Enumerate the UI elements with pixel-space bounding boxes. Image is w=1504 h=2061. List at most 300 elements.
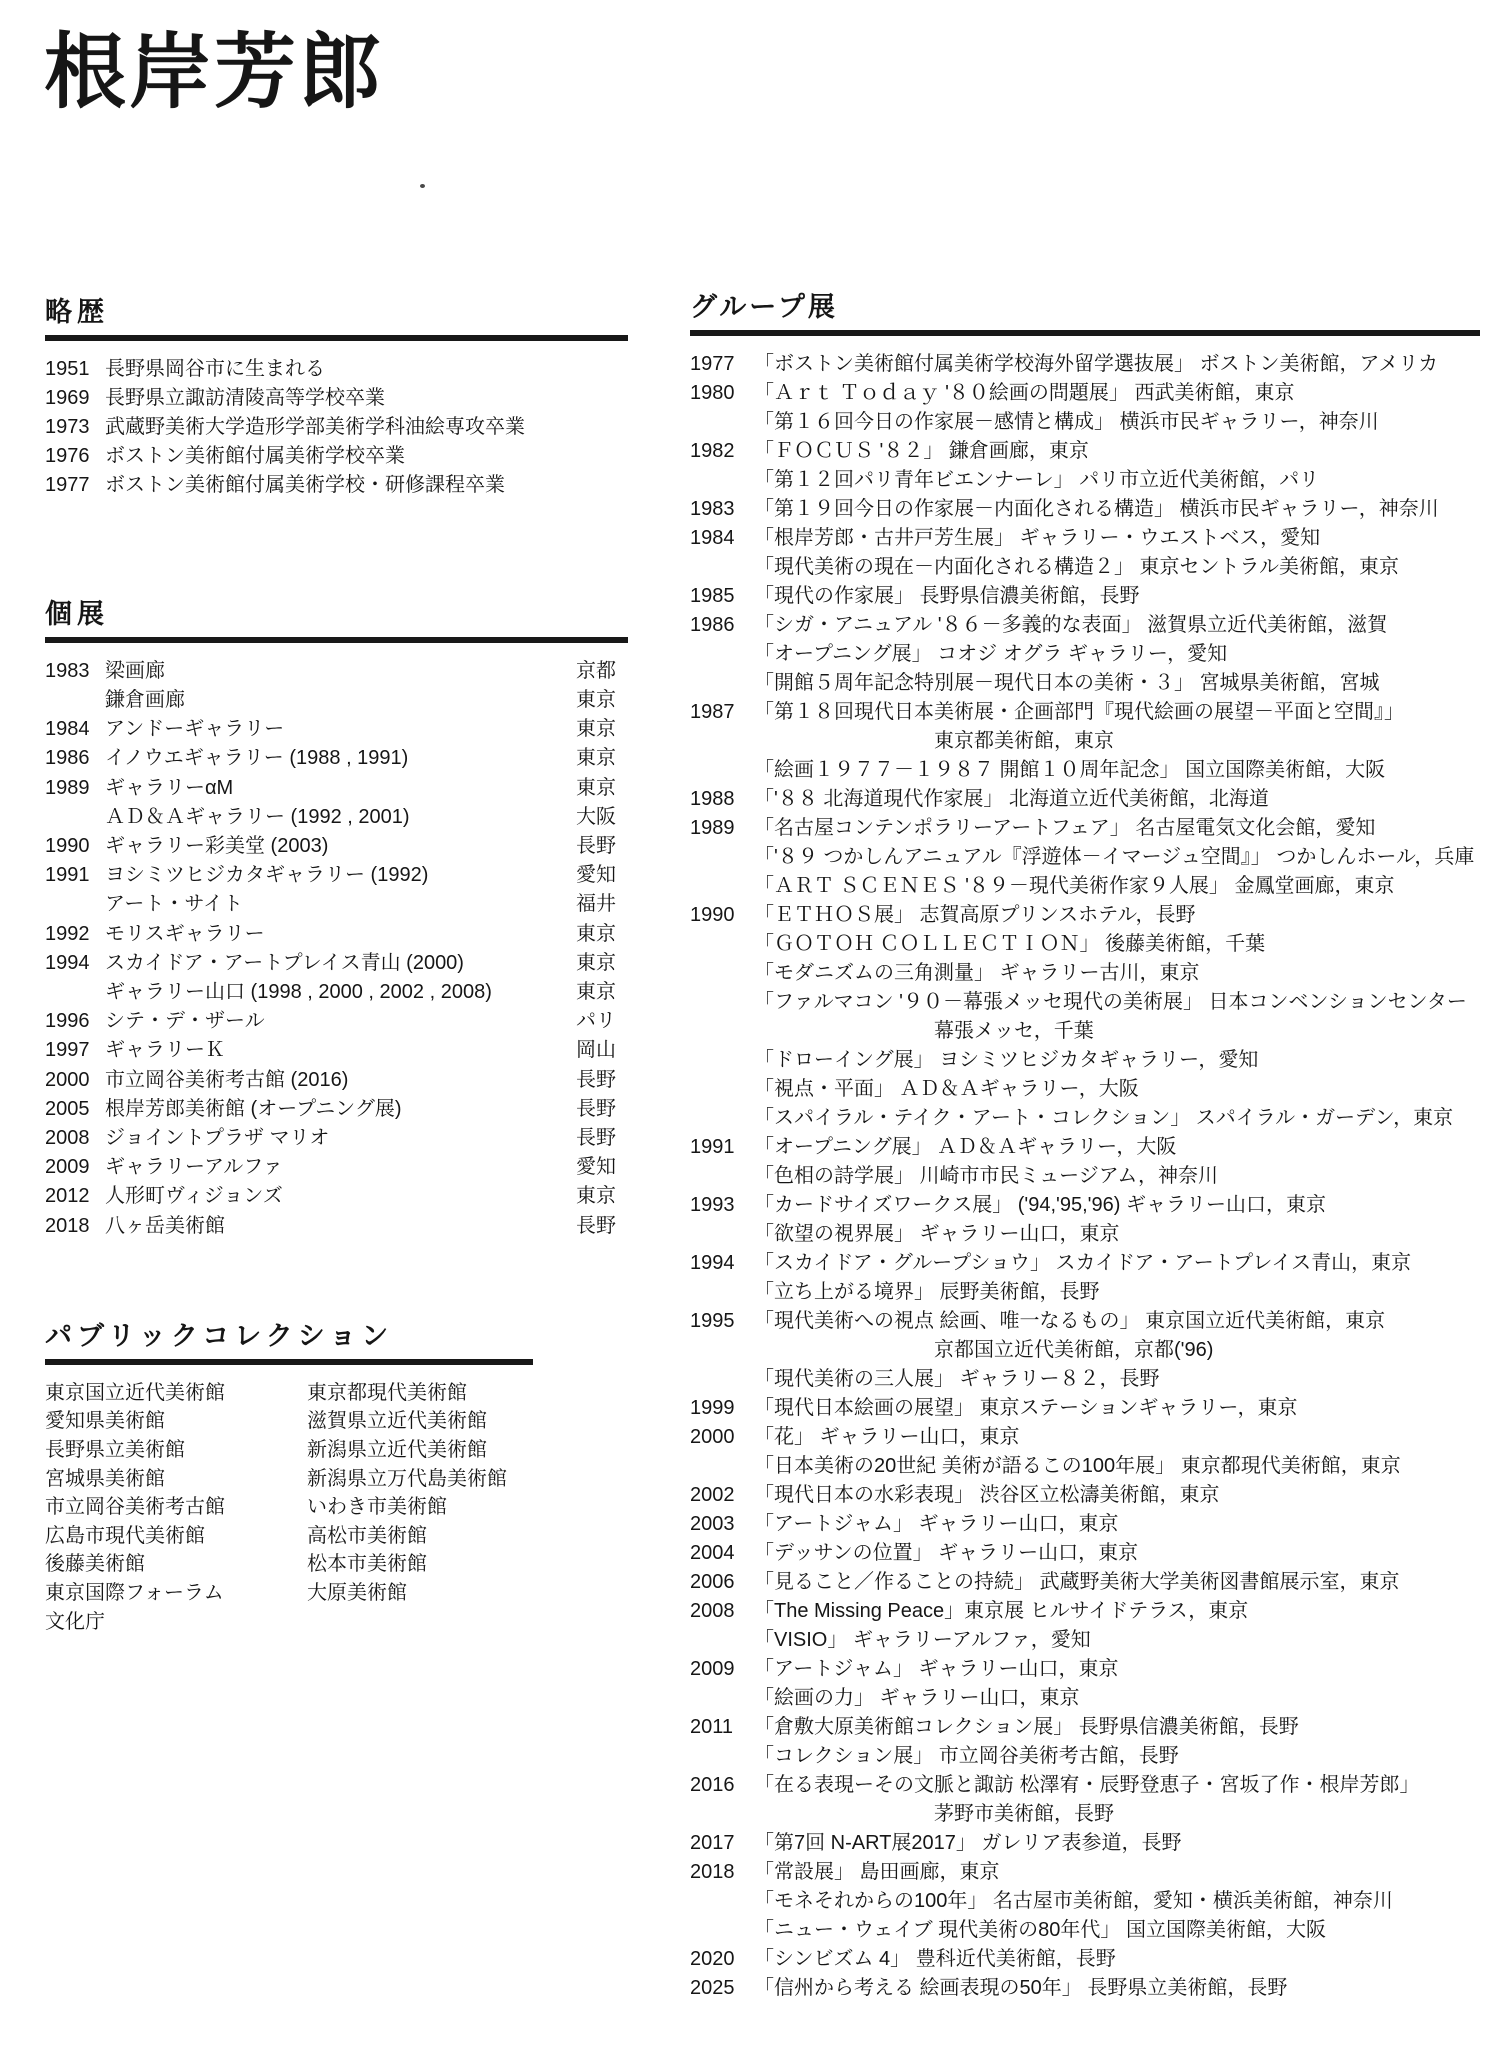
group-year-label xyxy=(690,1626,754,1655)
group-year-label xyxy=(690,1742,754,1771)
biography-entry-text: ボストン美術館付属美術学校卒業 xyxy=(105,444,405,467)
group-entry-text: 「コレクション展」 市立岡谷美術考古館，長野 xyxy=(754,1744,1179,1767)
solo-exhibition-row xyxy=(45,861,628,890)
group-year-label: 1994 xyxy=(690,1251,735,1274)
solo-exhibitions-list xyxy=(45,657,628,1241)
group-entry-text: 「オープニング展」 ＡＤ＆Ａギャラリー，大阪 xyxy=(754,1135,1177,1158)
solo-place-label: 長野 xyxy=(576,1214,616,1237)
group-year-label: 2006 xyxy=(690,1570,735,1593)
public-collection-left: 長野県立美術館 xyxy=(45,1438,185,1461)
group-exhibition-row xyxy=(690,582,1480,611)
group-entry-text: 「倉敷大原美術館コレクション展」 長野県信濃美術館，長野 xyxy=(754,1715,1299,1738)
group-entry-text: 幕張メッセ，千葉 xyxy=(934,1019,1094,1042)
group-entry-text: 「現代美術への視点 絵画、唯一なるもの」 東京国立近代美術館，東京 xyxy=(754,1309,1386,1332)
solo-venue-text: 人形町ヴィジョンズ xyxy=(105,1185,283,1208)
group-exhibitions-list xyxy=(690,350,1480,2003)
group-entry-text: 「シンビズム 4」 豊科近代美術館，長野 xyxy=(754,1947,1116,1970)
solo-exhibition-row xyxy=(45,890,628,919)
section-biography xyxy=(45,296,628,500)
group-entry-text: 「第１９回今日の作家展－内面化される構造」 横浜市民ギャラリー，神奈川 xyxy=(754,497,1439,520)
group-entry-text: 「現代日本絵画の展望」 東京ステーションギャラリー，東京 xyxy=(754,1396,1298,1419)
group-exhibition-row xyxy=(690,872,1480,901)
group-year-label xyxy=(690,1336,754,1365)
public-collection-left: 愛知県美術館 xyxy=(45,1410,165,1433)
group-year-label: 1993 xyxy=(690,1193,735,1216)
public-collection-row xyxy=(45,1608,533,1637)
public-collection-left: 宮城県美術館 xyxy=(45,1467,165,1490)
solo-place-label: 東京 xyxy=(576,747,616,770)
group-entry-text: 「常設展」 島田画廊，東京 xyxy=(754,1860,1000,1883)
group-year-label xyxy=(690,640,754,669)
solo-venue-text: ギャラリー山口 (1998 , 2000 , 2002 , 2008) xyxy=(105,980,492,1003)
solo-exhibition-row xyxy=(45,1212,628,1241)
group-entry-text: 「ボストン美術館付属美術学校海外留学選抜展」 ボストン美術館，アメリカ xyxy=(754,352,1439,375)
group-year-label xyxy=(690,1684,754,1713)
group-exhibition-row xyxy=(690,437,1480,466)
public-collection-left: 東京国際フォーラム xyxy=(45,1581,224,1604)
group-year-label: 1980 xyxy=(690,381,735,404)
group-entry-text: 「VISIO」 ギャラリーアルファ，愛知 xyxy=(754,1628,1091,1651)
solo-venue-text: スカイドア・アートプレイス青山 (2000) xyxy=(105,951,464,974)
group-year-label: 2011 xyxy=(690,1715,734,1738)
group-year-label xyxy=(690,1046,754,1075)
group-year-label: 2025 xyxy=(690,1976,735,1999)
biography-entry-text: 武蔵野美術大学造形学部美術学科油絵専攻卒業 xyxy=(105,415,525,438)
solo-year-label: 1997 xyxy=(45,1039,90,1062)
group-exhibition-row xyxy=(690,1075,1480,1104)
solo-place-label: 東京 xyxy=(576,1185,616,1208)
group-year-label xyxy=(690,1278,754,1307)
group-year-label: 2004 xyxy=(690,1541,735,1564)
public-collection-right: 新潟県立近代美術館 xyxy=(307,1438,487,1461)
group-exhibition-row xyxy=(690,669,1480,698)
group-entry-text: 「日本美術の20世紀 美術が語るこの100年展」 東京都現代美術館，東京 xyxy=(754,1454,1401,1477)
biography-entry-text: 長野県立諏訪清陵高等学校卒業 xyxy=(105,386,385,409)
biography-year-label: 1976 xyxy=(45,444,90,467)
group-entry-text: 茅野市美術館，長野 xyxy=(934,1802,1114,1825)
group-entry-text: 「ＦＯＣＵＳ '８２」 鎌倉画廊，東京 xyxy=(754,439,1089,462)
group-entry-text: 「The Missing Peace」東京展 ヒルサイドテラス，東京 xyxy=(754,1599,1249,1622)
biography-row xyxy=(45,413,628,442)
solo-venue-text: モリスギャラリー xyxy=(105,922,265,945)
solo-place-label: 大阪 xyxy=(576,805,616,828)
public-collection-right: 新潟県立万代島美術館 xyxy=(307,1467,507,1490)
group-entry-text: 「現代美術の三人展」 ギャラリー８２，長野 xyxy=(754,1367,1160,1390)
group-exhibition-row xyxy=(690,1249,1480,1278)
solo-exhibition-row xyxy=(45,1124,628,1153)
group-year-label: 1985 xyxy=(690,584,735,607)
group-entry-text: 「花」 ギャラリー山口，東京 xyxy=(754,1425,1020,1448)
solo-year-label xyxy=(45,803,105,832)
group-year-label: 2009 xyxy=(690,1657,735,1680)
group-exhibition-row xyxy=(690,1887,1480,1916)
solo-year-label: 1989 xyxy=(45,776,90,799)
public-collection-right: 東京都現代美術館 xyxy=(307,1381,467,1404)
solo-place-label: 東京 xyxy=(576,951,616,974)
solo-exhibition-row xyxy=(45,657,628,686)
group-exhibition-row xyxy=(690,1568,1480,1597)
solo-exhibition-row xyxy=(45,1182,628,1211)
group-exhibition-row xyxy=(690,1307,1480,1336)
group-year-label xyxy=(690,553,754,582)
group-entry-text: 「ファルマコン '９０－幕張メッセ現代の美術展」 日本コンベンションセンター xyxy=(754,990,1467,1013)
solo-venue-text: ジョイントプラザ マリオ xyxy=(105,1127,330,1149)
group-exhibition-row xyxy=(690,1423,1480,1452)
group-year-label: 1983 xyxy=(690,497,735,520)
solo-place-label: 長野 xyxy=(576,1097,616,1120)
public-collection-right: いわき市美術館 xyxy=(307,1496,447,1519)
group-entry-text: 京都国立近代美術館，京都('96) xyxy=(934,1338,1214,1361)
solo-year-label: 2012 xyxy=(45,1185,90,1208)
solo-exhibition-row xyxy=(45,744,628,773)
solo-year-label xyxy=(45,890,105,919)
biography-heading: 略歴 xyxy=(45,296,628,341)
public-collection-row xyxy=(45,1407,533,1436)
group-exhibition-row xyxy=(690,1046,1480,1075)
solo-year-label: 1983 xyxy=(45,659,90,682)
group-exhibition-row xyxy=(690,756,1480,785)
group-exhibition-row xyxy=(690,785,1480,814)
public-collection-row xyxy=(45,1493,533,1522)
group-entry-text: 「根岸芳郎・古井戸芳生展」 ギャラリー・ウエストベス，愛知 xyxy=(754,526,1321,549)
group-entry-text: 「在る表現ーその文脈と諏訪 松澤宥・辰野登恵子・宮坂了作・根岸芳郎」 xyxy=(754,1773,1420,1796)
solo-venue-text: 梁画廊 xyxy=(105,659,165,682)
group-year-label: 2002 xyxy=(690,1483,735,1506)
group-exhibitions-heading: グループ展 xyxy=(690,291,1480,336)
group-year-label: 1977 xyxy=(690,352,735,375)
solo-place-label: 東京 xyxy=(576,776,616,799)
solo-year-label: 1994 xyxy=(45,951,90,974)
group-entry-text: 「カードサイズワークス展」 ('94,'95,'96) ギャラリー山口，東京 xyxy=(754,1193,1326,1216)
group-entry-text: 「絵画１９７７－１９８７ 開館１０周年記念」 国立国際美術館，大阪 xyxy=(754,758,1386,781)
group-exhibition-row xyxy=(690,1220,1480,1249)
group-exhibition-row xyxy=(690,1800,1480,1829)
group-entry-text: 「絵画の力」 ギャラリー山口，東京 xyxy=(754,1686,1080,1709)
solo-exhibition-row xyxy=(45,1036,628,1065)
section-public-collections xyxy=(45,1320,533,1636)
solo-exhibitions-heading: 個展 xyxy=(45,598,628,643)
solo-venue-text: 市立岡谷美術考古館 (2016) xyxy=(105,1068,349,1091)
solo-exhibition-row xyxy=(45,803,628,832)
group-entry-text: 「名古屋コンテンポラリーアートフェア」 名古屋電気文化会館，愛知 xyxy=(754,816,1376,839)
public-collection-left: 東京国立近代美術館 xyxy=(45,1381,225,1404)
public-collection-left: 広島市現代美術館 xyxy=(45,1524,205,1547)
group-entry-text: 「ＥＴＨＯＳ展」 志賀高原プリンスホテル，長野 xyxy=(754,903,1196,926)
group-entry-text: 「ドローイング展」 ヨシミツヒジカタギャラリー，愛知 xyxy=(754,1048,1259,1071)
solo-exhibition-row xyxy=(45,1153,628,1182)
solo-venue-text: ギャラリーＫ xyxy=(105,1039,225,1062)
group-exhibition-row xyxy=(690,1713,1480,1742)
solo-venue-text: イノウエギャラリー (1988 , 1991) xyxy=(105,747,409,770)
group-exhibition-row xyxy=(690,1017,1480,1046)
group-year-label: 2003 xyxy=(690,1512,735,1535)
solo-place-label: 京都 xyxy=(576,659,616,682)
biography-entry-text: 長野県岡谷市に生まれる xyxy=(105,357,325,380)
solo-venue-text: シテ・デ・ザール xyxy=(105,1010,265,1033)
group-entry-text: 「ＡＲＴ ＳＣＥＮＥＳ '８９－現代美術作家９人展」 金鳳堂画廊，東京 xyxy=(754,874,1395,897)
group-exhibition-row xyxy=(690,959,1480,988)
group-exhibition-row xyxy=(690,930,1480,959)
solo-exhibition-row xyxy=(45,920,628,949)
solo-year-label xyxy=(45,686,105,715)
public-collection-row xyxy=(45,1465,533,1494)
group-entry-text: 「'８９ つかしんアニュアル『浮遊体－イマージュ空間』」 つかしんホール，兵庫 xyxy=(754,845,1475,868)
public-collection-right: 松本市美術館 xyxy=(307,1553,427,1576)
group-exhibition-row xyxy=(690,1162,1480,1191)
public-collection-row xyxy=(45,1579,533,1608)
solo-year-label: 2018 xyxy=(45,1214,90,1237)
public-collection-right: 滋賀県立近代美術館 xyxy=(307,1410,487,1433)
solo-venue-text: ギャラリーアルファ xyxy=(105,1156,283,1179)
solo-place-label: パリ xyxy=(576,1010,616,1033)
group-exhibition-row xyxy=(690,1597,1480,1626)
group-year-label xyxy=(690,1916,754,1945)
group-exhibition-row xyxy=(690,1394,1480,1423)
solo-exhibition-row xyxy=(45,715,628,744)
group-entry-text: 「信州から考える 絵画表現の50年」 長野県立美術館，長野 xyxy=(754,1976,1288,1999)
public-collection-right: 高松市美術館 xyxy=(307,1524,427,1547)
public-collection-row xyxy=(45,1550,533,1579)
group-entry-text: 「モダニズムの三角測量」 ギャラリー古川，東京 xyxy=(754,961,1200,984)
solo-year-label: 1986 xyxy=(45,747,90,770)
group-year-label xyxy=(690,1452,754,1481)
group-year-label: 2017 xyxy=(690,1831,735,1854)
biography-row xyxy=(45,355,628,384)
solo-year-label: 1984 xyxy=(45,718,90,741)
solo-venue-text: ギャラリー彩美堂 (2003) xyxy=(105,834,329,857)
group-entry-text: 「アートジャム」 ギャラリー山口，東京 xyxy=(754,1657,1119,1680)
public-collection-row xyxy=(45,1436,533,1465)
solo-venue-text: ＡＤ＆Ａギャラリー (1992 , 2001) xyxy=(105,805,410,828)
group-year-label xyxy=(690,843,754,872)
group-entry-text: 「ＧＯＴＯＨ ＣＯＬＬＥＣＴＩＯＮ」 後藤美術館，千葉 xyxy=(754,932,1266,955)
solo-year-label: 1991 xyxy=(45,864,90,887)
group-year-label xyxy=(690,756,754,785)
biography-year-label: 1977 xyxy=(45,473,90,496)
group-entry-text: 「欲望の視界展」 ギャラリー山口，東京 xyxy=(754,1222,1120,1245)
public-collection-left: 後藤美術館 xyxy=(45,1553,145,1576)
solo-year-label: 2008 xyxy=(45,1127,90,1149)
group-year-label: 2008 xyxy=(690,1599,735,1622)
group-exhibition-row xyxy=(690,1626,1480,1655)
group-year-label xyxy=(690,959,754,988)
group-entry-text: 「モネそれからの100年」 名古屋市美術館，愛知・横浜美術館，神奈川 xyxy=(754,1889,1393,1912)
public-collections-heading: パブリックコレクション xyxy=(45,1320,533,1365)
group-exhibition-row xyxy=(690,901,1480,930)
group-exhibition-row xyxy=(690,1655,1480,1684)
solo-exhibition-row xyxy=(45,774,628,803)
group-exhibition-row xyxy=(690,495,1480,524)
group-year-label: 1999 xyxy=(690,1396,735,1419)
group-exhibition-row xyxy=(690,1510,1480,1539)
group-year-label: 2000 xyxy=(690,1425,735,1448)
group-year-label: 1987 xyxy=(690,700,735,723)
group-exhibition-row xyxy=(690,1858,1480,1887)
solo-exhibition-row xyxy=(45,949,628,978)
group-year-label xyxy=(690,727,754,756)
solo-year-label: 2009 xyxy=(45,1156,90,1179)
solo-year-label: 1996 xyxy=(45,1010,90,1033)
solo-place-label: 長野 xyxy=(576,834,616,857)
group-year-label xyxy=(690,872,754,901)
group-exhibition-row xyxy=(690,698,1480,727)
group-entry-text: 「現代美術の現在－内面化される構造２」 東京セントラル美術館，東京 xyxy=(754,555,1399,578)
solo-venue-text: 根岸芳郎美術館 (オープニング展) xyxy=(105,1097,402,1120)
group-exhibition-row xyxy=(690,1742,1480,1771)
group-entry-text: 「Ａｒｔ Ｔｏｄａｙ '８０絵画の問題展」 西武美術館，東京 xyxy=(754,381,1295,404)
group-exhibition-row xyxy=(690,1829,1480,1858)
group-year-label xyxy=(690,408,754,437)
group-exhibition-row xyxy=(690,843,1480,872)
group-year-label xyxy=(690,988,754,1017)
solo-venue-text: ヨシミツヒジカタギャラリー (1992) xyxy=(105,864,429,887)
group-entry-text: 「見ること／作ることの持続」 武蔵野美術大学美術図書館展示室，東京 xyxy=(754,1570,1400,1593)
public-collection-left: 文化庁 xyxy=(45,1610,105,1633)
biography-year-label: 1951 xyxy=(45,357,90,380)
public-collection-row xyxy=(45,1379,533,1408)
biography-year-label: 1973 xyxy=(45,415,90,438)
solo-venue-text: アンドーギャラリー xyxy=(105,718,285,741)
group-exhibition-row xyxy=(690,1104,1480,1133)
public-collection-left: 市立岡谷美術考古館 xyxy=(45,1496,225,1519)
public-collections-list xyxy=(45,1379,533,1636)
group-exhibition-row xyxy=(690,553,1480,582)
group-exhibition-row xyxy=(690,611,1480,640)
solo-place-label: 福井 xyxy=(576,893,616,916)
group-year-label: 1995 xyxy=(690,1309,735,1332)
group-entry-text: 「第１２回パリ青年ビエンナーレ」 パリ市立近代美術館，パリ xyxy=(754,468,1320,491)
group-entry-text: 「視点・平面」 ＡＤ＆Ａギャラリー，大阪 xyxy=(754,1077,1139,1100)
group-year-label xyxy=(690,1800,754,1829)
group-year-label: 2020 xyxy=(690,1947,735,1970)
group-entry-text: 「現代の作家展」 長野県信濃美術館，長野 xyxy=(754,584,1140,607)
group-exhibition-row xyxy=(690,1916,1480,1945)
solo-place-label: 愛知 xyxy=(576,1156,616,1179)
group-entry-text: 「第7回 N-ART展2017」 ガレリア表参道，長野 xyxy=(754,1831,1182,1854)
group-entry-text: 「シガ・アニュアル '８６－多義的な表面」 滋賀県立近代美術館，滋賀 xyxy=(754,613,1388,636)
group-entry-text: 「スカイドア・グループショウ」 スカイドア・アートプレイス青山，東京 xyxy=(754,1251,1412,1274)
group-year-label xyxy=(690,1220,754,1249)
group-year-label: 1986 xyxy=(690,613,735,636)
solo-place-label: 岡山 xyxy=(576,1039,616,1062)
solo-venue-text: ギャラリーαM xyxy=(105,776,234,799)
group-exhibition-row xyxy=(690,1684,1480,1713)
group-exhibition-row xyxy=(690,524,1480,553)
group-exhibition-row xyxy=(690,1771,1480,1800)
group-year-label xyxy=(690,466,754,495)
group-year-label xyxy=(690,669,754,698)
group-entry-text: 「立ち上がる境界」 辰野美術館，長野 xyxy=(754,1280,1100,1303)
group-entry-text: 「'８８ 北海道現代作家展」 北海道立近代美術館，北海道 xyxy=(754,787,1269,810)
section-group-exhibitions xyxy=(690,291,1480,2003)
solo-exhibition-row xyxy=(45,832,628,861)
group-entry-text: 「第１６回今日の作家展－感情と構成」 横浜市民ギャラリー，神奈川 xyxy=(754,410,1379,433)
solo-exhibition-row xyxy=(45,978,628,1007)
group-exhibition-row xyxy=(690,727,1480,756)
solo-year-label: 2000 xyxy=(45,1068,90,1091)
biography-entry-text: ボストン美術館付属美術学校・研修課程卒業 xyxy=(105,473,505,496)
solo-place-label: 東京 xyxy=(576,980,616,1003)
group-exhibition-row xyxy=(690,1336,1480,1365)
biography-row xyxy=(45,442,628,471)
solo-year-label xyxy=(45,978,105,1007)
group-entry-text: 「オープニング展」 コオジ オグラ ギャラリー，愛知 xyxy=(754,642,1228,665)
group-year-label: 2016 xyxy=(690,1773,735,1796)
solo-exhibition-row xyxy=(45,1095,628,1124)
group-exhibition-row xyxy=(690,1278,1480,1307)
group-exhibition-row xyxy=(690,1481,1480,1510)
group-entry-text: 「開館５周年記念特別展－現代日本の美術・３」 宮城県美術館，宮城 xyxy=(754,671,1380,694)
group-entry-text: 「アートジャム」 ギャラリー山口，東京 xyxy=(754,1512,1119,1535)
biography-row xyxy=(45,471,628,500)
group-year-label: 1991 xyxy=(690,1135,735,1158)
solo-place-label: 東京 xyxy=(576,688,616,711)
solo-place-label: 長野 xyxy=(576,1068,616,1091)
solo-venue-text: アート・サイト xyxy=(105,893,243,916)
solo-year-label: 1990 xyxy=(45,834,90,857)
group-exhibition-row xyxy=(690,1133,1480,1162)
group-year-label xyxy=(690,1075,754,1104)
group-exhibition-row xyxy=(690,379,1480,408)
group-year-label: 1988 xyxy=(690,787,735,810)
biography-list xyxy=(45,355,628,500)
solo-venue-text: 八ヶ岳美術館 xyxy=(105,1214,225,1237)
group-entry-text: 「ニュー・ウェイブ 現代美術の80年代」 国立国際美術館，大阪 xyxy=(754,1918,1326,1941)
group-year-label xyxy=(690,1104,754,1133)
solo-year-label: 1992 xyxy=(45,922,90,945)
group-year-label xyxy=(690,930,754,959)
group-exhibition-row xyxy=(690,640,1480,669)
group-year-label xyxy=(690,1365,754,1394)
solo-place-label: 長野 xyxy=(576,1127,616,1149)
biography-row xyxy=(45,384,628,413)
group-exhibition-row xyxy=(690,1539,1480,1568)
solo-year-label: 2005 xyxy=(45,1097,90,1120)
group-year-label: 1989 xyxy=(690,816,735,839)
artist-name-title: 根岸芳郎 xyxy=(44,27,385,118)
solo-place-label: 愛知 xyxy=(576,864,616,887)
group-year-label: 1982 xyxy=(690,439,735,462)
group-exhibition-row xyxy=(690,988,1480,1017)
group-exhibition-row xyxy=(690,1974,1480,2003)
group-exhibition-row xyxy=(690,814,1480,843)
public-collection-right: 大原美術館 xyxy=(307,1581,407,1604)
group-entry-text: 「デッサンの位置」 ギャラリー山口，東京 xyxy=(754,1541,1139,1564)
group-exhibition-row xyxy=(690,466,1480,495)
section-solo-exhibitions xyxy=(45,598,628,1241)
group-exhibition-row xyxy=(690,1365,1480,1394)
group-exhibition-row xyxy=(690,1191,1480,1220)
solo-exhibition-row xyxy=(45,686,628,715)
group-year-label: 1984 xyxy=(690,526,735,549)
group-year-label xyxy=(690,1162,754,1191)
group-year-label: 2018 xyxy=(690,1860,735,1883)
group-exhibition-row xyxy=(690,350,1480,379)
group-entry-text: 「現代日本の水彩表現」 渋谷区立松濤美術館，東京 xyxy=(754,1483,1220,1506)
group-exhibition-row xyxy=(690,408,1480,437)
solo-exhibition-row xyxy=(45,1066,628,1095)
solo-exhibition-row xyxy=(45,1007,628,1036)
solo-place-label: 東京 xyxy=(576,922,616,945)
group-exhibition-row xyxy=(690,1945,1480,1974)
group-year-label xyxy=(690,1017,754,1046)
group-entry-text: 「色相の詩学展」 川崎市市民ミュージアム，神奈川 xyxy=(754,1164,1218,1187)
group-entry-text: 「スパイラル・テイク・アート・コレクション」 スパイラル・ガーデン，東京 xyxy=(754,1106,1454,1129)
public-collection-row xyxy=(45,1522,533,1551)
biography-year-label: 1969 xyxy=(45,386,90,409)
group-year-label: 1990 xyxy=(690,903,735,926)
group-exhibition-row xyxy=(690,1452,1480,1481)
